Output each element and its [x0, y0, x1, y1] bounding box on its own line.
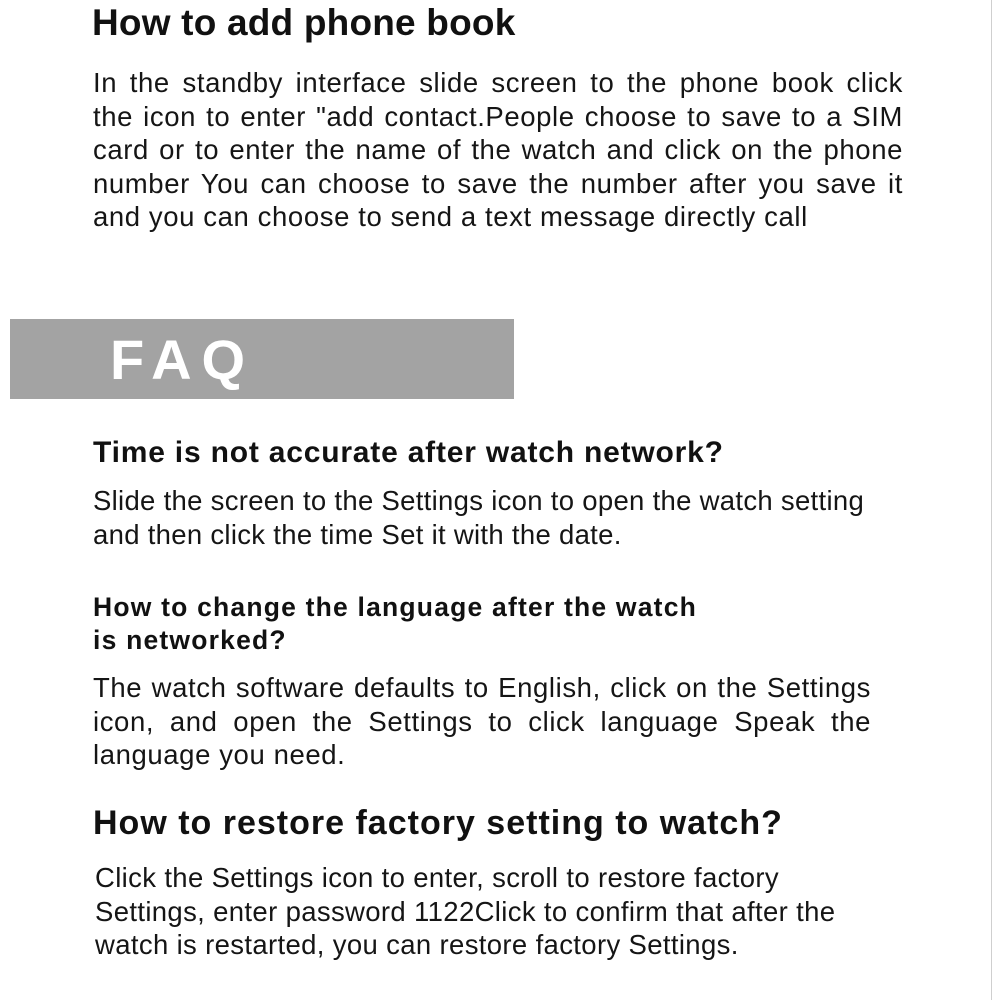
phone-book-instructions: In the standby interface slide screen to the phone book click the icon to enter "add contact.People choose to save to a SIM card or to enter the name of the watch and click on the phone number You can choose to save the number after you save it and you can choose to send a text message directly call: [93, 67, 903, 232]
faq-question-factory-reset: How to restore factory setting to watch?: [93, 804, 783, 842]
faq-answer-time: Slide the screen to the Settings icon to open the watch setting and then click the time Set it with the date.: [93, 485, 865, 550]
faq-answer-language: The watch software defaults to English, click on the Settings icon, and open the Settings to click language Speak the language you need.: [93, 672, 871, 770]
faq-banner: [10, 319, 514, 399]
faq-title: FAQ: [110, 328, 256, 391]
faq-question-language: How to change the language after the watch is networked?: [93, 592, 698, 655]
faq-answer-factory-reset: Click the Settings icon to enter, scroll to restore factory Settings, enter password 1122Click to confirm that after the watch is restarted, you can restore factory Settings.: [95, 862, 836, 960]
phone-book-heading: How to add phone book: [92, 2, 516, 43]
faq-question-time: Time is not accurate after watch network?: [93, 436, 724, 469]
page-edge-rule: [991, 0, 992, 1000]
